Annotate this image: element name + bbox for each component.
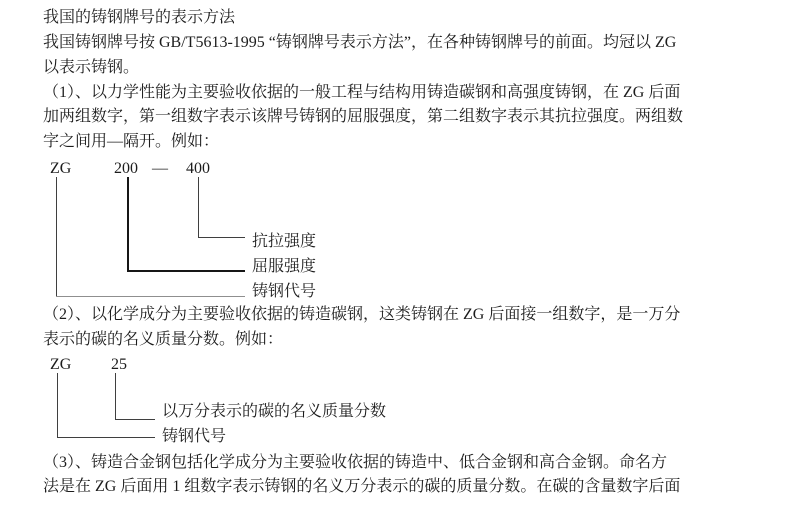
doc-title: 我国的铸钢牌号的表示方法 xyxy=(43,9,236,26)
diagram1-code-hline xyxy=(56,296,245,297)
diagram1-code-token: ZG xyxy=(50,160,72,177)
diagram1-yield-hline xyxy=(127,270,245,272)
item3-line-1: （3）、铸造合金钢包括化学成分为主要验收依据的铸造中、低合金钢和高合金钢。命名方 xyxy=(43,454,668,471)
diagram1-tensile-vline xyxy=(198,177,199,238)
diagram1-code-vline xyxy=(56,177,57,297)
diagram2-label-code: 铸钢代号 xyxy=(162,428,227,445)
diagram2-carbon-value: 25 xyxy=(111,356,127,373)
intro-line-1: 我国铸钢牌号按 GB/T5613-1995 “铸钢牌号表示方法”，在各种铸钢牌号的前面。均冠以 ZG xyxy=(43,34,677,51)
diagram1-label-code: 铸钢代号 xyxy=(252,283,317,300)
diagram1-yield-vline xyxy=(127,177,129,272)
diagram1-tensile-hline xyxy=(198,237,245,238)
diagram1-yield-value: 200 xyxy=(114,160,138,177)
item3-line-2: 法是在 ZG 后面用 1 组数字表示铸钢的名义万分表示的碳的质量分数。在碳的含量数字后面 xyxy=(43,478,681,495)
item1-line-2: 加两组数字，第一组数字表示该牌号铸钢的屈服强度，第二组数字表示其抗拉强度。两组数 xyxy=(43,108,684,125)
diagram2-label-carbon: 以万分表示的碳的名义质量分数 xyxy=(162,403,387,420)
diagram2-code-hline xyxy=(57,437,155,438)
diagram1-tensile-value: 400 xyxy=(186,160,210,177)
diagram1-label-yield: 屈服强度 xyxy=(252,258,317,275)
item1-line-1: （1）、以力学性能为主要验收依据的一般工程与结构用铸造碳钢和高强度铸钢，在 ZG 后面 xyxy=(43,84,681,101)
intro-line-2: 以表示铸钢。 xyxy=(43,59,140,76)
item2-line-2: 表示的碳的名义质量分数。例如： xyxy=(43,331,284,348)
diagram2-carbon-vline xyxy=(115,373,116,420)
diagram1-label-tensile: 抗拉强度 xyxy=(252,233,317,250)
diagram2-code-token: ZG xyxy=(50,356,72,373)
diagram2-carbon-hline xyxy=(115,419,155,420)
item2-line-1: （2）、以化学成分为主要验收依据的铸造碳钢，这类铸钢在 ZG 后面接一组数字，是一万分 xyxy=(43,306,681,323)
diagram1-separator: — xyxy=(152,160,168,177)
diagram2-code-vline xyxy=(57,373,58,438)
item1-line-3: 字之间用—隔开。例如： xyxy=(43,133,220,150)
